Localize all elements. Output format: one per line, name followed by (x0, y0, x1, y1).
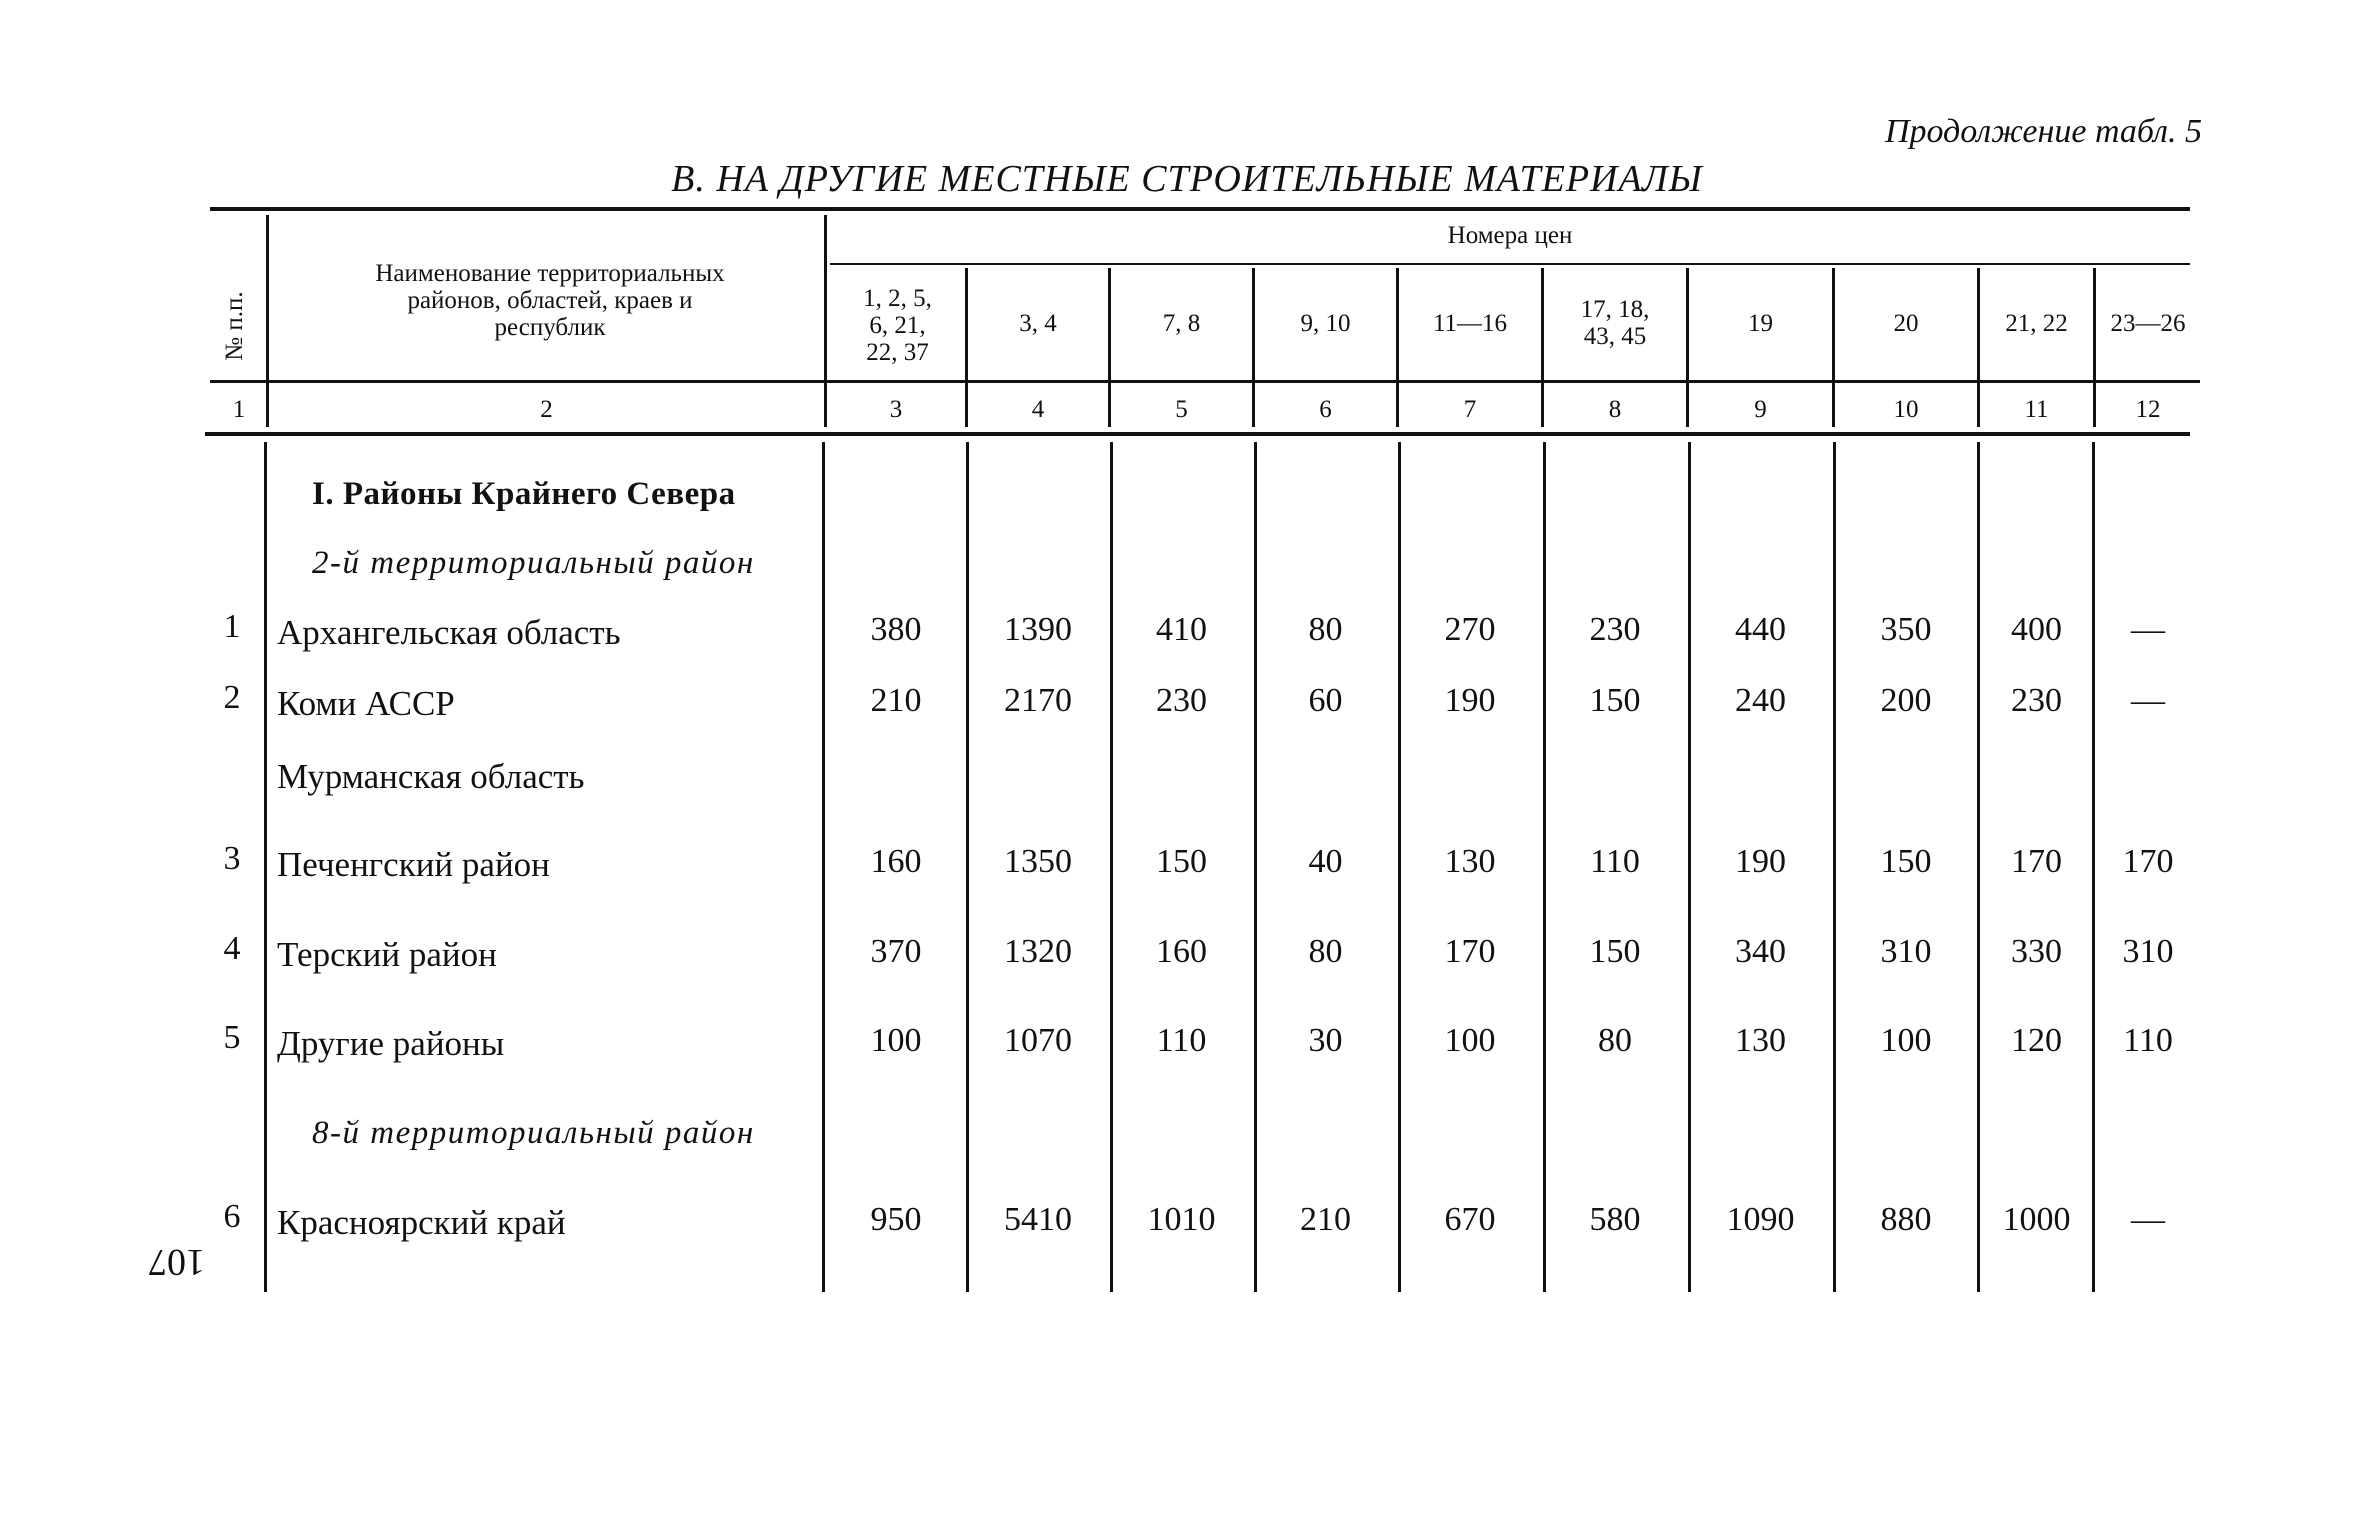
column-number: 1 (232, 396, 246, 423)
price-cell: 370 (870, 933, 922, 970)
price-cell: 400 (2011, 611, 2062, 648)
price-cell: 110 (1590, 843, 1640, 880)
subsection-heading: 2-й территориальный район (312, 545, 755, 581)
row-number: 6 (223, 1198, 241, 1235)
price-cell: 150 (1156, 843, 1207, 880)
price-cell: 230 (2011, 682, 2062, 719)
price-cell: 950 (870, 1201, 922, 1238)
header-price-col: 7, 8 (1162, 310, 1201, 337)
price-cell: 100 (870, 1022, 922, 1059)
row-name: Терский район (277, 935, 497, 974)
price-cell: 170 (1444, 933, 1496, 970)
price-cell: 1070 (1004, 1022, 1072, 1059)
column-number: 8 (1608, 396, 1622, 423)
price-cell: 240 (1735, 682, 1786, 719)
column-number: 7 (1463, 396, 1477, 423)
price-cell: 5410 (1004, 1201, 1072, 1238)
row-name: Печенгский район (277, 845, 550, 884)
row-number: 3 (223, 840, 241, 877)
header-price-col: 11—16 (1432, 310, 1508, 337)
group-label: Мурманская область (277, 757, 585, 796)
price-cell: 130 (1444, 843, 1496, 880)
header-price-col: 23—26 (2110, 310, 2186, 337)
price-cell: 80 (1598, 1022, 1632, 1059)
header-row-number: № п.п. (221, 291, 248, 361)
header-name-column (300, 260, 800, 341)
price-cell: 100 (1880, 1022, 1932, 1059)
row-number: 2 (223, 679, 241, 716)
price-cell: 80 (1308, 611, 1343, 648)
price-cell: 410 (1156, 611, 1207, 648)
row-name: Красноярский край (277, 1203, 566, 1242)
header-name-line: районов, областей, краев и (407, 287, 693, 314)
price-cell: 270 (1444, 611, 1496, 648)
table-title: В. НА ДРУГИЕ МЕСТНЫЕ СТРОИТЕЛЬНЫЕ МАТЕРИАЛЫ (671, 158, 1703, 200)
header-price-col: 9, 10 (1300, 310, 1351, 337)
price-cell: 1390 (1004, 611, 1072, 648)
header-price-col: 21, 22 (2005, 310, 2068, 337)
row-name: Коми АССР (277, 684, 455, 723)
prices-group-rule (830, 263, 2190, 265)
price-cell: 1010 (1147, 1201, 1216, 1238)
page-number: 107 (148, 1241, 205, 1283)
price-cell: 200 (1880, 682, 1932, 719)
price-cell: 350 (1880, 611, 1932, 648)
subsection-heading: 8-й территориальный район (312, 1115, 755, 1151)
price-cell: 170 (2122, 843, 2174, 880)
price-cell: — (2131, 611, 2165, 648)
row-number: 1 (223, 608, 241, 645)
price-cell: 210 (1300, 1201, 1351, 1238)
price-cell: 230 (1156, 682, 1207, 719)
header-prices-group: Номера цен (1447, 222, 1573, 249)
column-number: 5 (1175, 396, 1188, 423)
header-name-line: Наименование территориальных (375, 260, 725, 287)
price-cell: 670 (1444, 1201, 1496, 1238)
header-bottom-rule (210, 380, 2200, 383)
column-number: 12 (2135, 396, 2161, 423)
price-cell: 110 (1156, 1022, 1207, 1059)
colnum-bottom-rule (205, 432, 2190, 436)
price-cell: 440 (1735, 611, 1786, 648)
row-name: Другие районы (277, 1024, 505, 1063)
column-number: 2 (540, 396, 553, 423)
header-price-col: 19 (1748, 310, 1773, 337)
price-cell: 110 (2123, 1022, 2173, 1059)
column-number: 6 (1319, 396, 1332, 423)
column-number: 9 (1754, 396, 1767, 423)
header-price-col: 20 (1893, 310, 1919, 337)
body-divider (822, 442, 825, 1292)
price-cell: 170 (2011, 843, 2062, 880)
price-cell: 310 (2122, 933, 2174, 970)
column-number: 11 (2024, 396, 2049, 423)
column-number: 3 (889, 396, 903, 423)
price-cell: — (2131, 1201, 2165, 1238)
price-cell: 880 (1880, 1201, 1932, 1238)
price-cell: 150 (1880, 843, 1932, 880)
section-heading: I. Районы Крайнего Севера (312, 476, 736, 512)
row-number: 5 (223, 1019, 241, 1056)
price-cell: 190 (1444, 682, 1496, 719)
price-cell: 210 (870, 682, 922, 719)
price-cell: 1350 (1004, 843, 1072, 880)
body-divider (264, 442, 267, 1292)
price-cell: 150 (1589, 682, 1641, 719)
price-cell: 30 (1308, 1022, 1343, 1059)
price-cell: 80 (1308, 933, 1343, 970)
row-number: 4 (223, 930, 241, 967)
price-cell: 1000 (2002, 1201, 2071, 1238)
header-price-col: 1, 2, 5, 6, 21, 22, 37 (863, 285, 932, 366)
price-cell: 130 (1735, 1022, 1786, 1059)
price-cell: 100 (1444, 1022, 1496, 1059)
price-cell: 190 (1735, 843, 1786, 880)
price-cell: 120 (2011, 1022, 2062, 1059)
price-cell: 230 (1589, 611, 1641, 648)
price-cell: 580 (1589, 1201, 1641, 1238)
price-cell: 380 (870, 611, 922, 648)
header-name-line: республик (494, 314, 606, 341)
header-price-col: 3, 4 (1019, 310, 1057, 337)
price-cell: 330 (2011, 933, 2062, 970)
header-price-col: 17, 18, 43, 45 (1580, 296, 1650, 350)
price-cell: 40 (1308, 843, 1343, 880)
price-cell: 60 (1308, 682, 1343, 719)
price-cell: 340 (1735, 933, 1786, 970)
column-number: 4 (1031, 396, 1045, 423)
price-cell: 310 (1880, 933, 1932, 970)
top-rule (210, 207, 2190, 211)
price-cell: 1320 (1004, 933, 1072, 970)
column-number: 10 (1893, 396, 1919, 423)
price-cell: 160 (870, 843, 922, 880)
price-cell: — (2131, 682, 2165, 719)
row-name: Архангельская область (277, 613, 621, 652)
price-cell: 150 (1589, 933, 1641, 970)
price-cell: 2170 (1004, 682, 1072, 719)
price-cell: 1090 (1726, 1201, 1795, 1238)
continuation-label: Продолжение табл. 5 (1884, 113, 2202, 150)
price-cell: 160 (1156, 933, 1207, 970)
